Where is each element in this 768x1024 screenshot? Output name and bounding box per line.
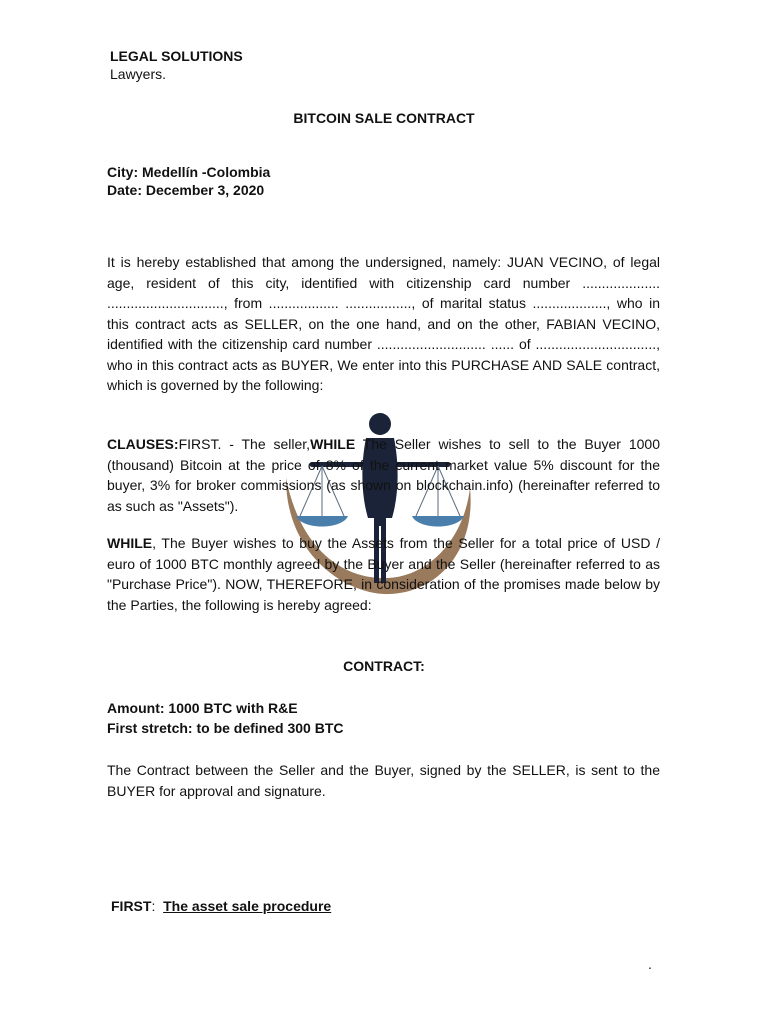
intro-paragraph: It is hereby established that among the undersigned, namely: JUAN VECINO, of legal age, resident of this city, identified with citizenship card number .................... .............................., from .................. ................., of marital status ..................., who in this contract acts as SELLER, on the one hand, and on the other, FABIAN VECINO, identified with the citizenship card number ............................ ...... of ..............................., who in this contract acts as BUYER, We enter into this PURCHASE AND SALE contract, which is governed by the following: xyxy=(107,254,660,393)
first-section-separator: : xyxy=(151,898,156,914)
contract-heading: CONTRACT: xyxy=(343,658,425,674)
while-label: WHILE xyxy=(107,535,153,551)
clauses-paragraph xyxy=(107,434,660,516)
date-line: Date: December 3, 2020 xyxy=(107,182,265,198)
clauses-first-prefix: FIRST. - The seller, xyxy=(178,436,311,452)
first-stretch-line: First stretch: to be defined 300 BTC xyxy=(107,720,344,736)
first-section-label: FIRST xyxy=(111,898,152,914)
clauses-while-label: WHILE xyxy=(310,436,356,452)
clauses-first-rest: The Seller wishes to sell to the Buyer 1000 (thousand) Bitcoin at the price of 8% of the current market value 5% discount for the buyer, 3% for broker commissions (as shown on blockchain.info) (hereinafter referred to as such as "Assets"). xyxy=(107,436,660,514)
while-text: , The Buyer wishes to buy the Assets from the Seller for a total price of USD / euro of 1000 BTC monthly agreed by the Buyer and the Seller (hereinafter referred to as "Purchase Price"). NOW, THEREFORE, in consideration of the promises made below by the Parties, the following is hereby agreed: xyxy=(107,535,660,613)
first-section-title: The asset sale procedure xyxy=(163,898,332,914)
clauses-label: CLAUSES: xyxy=(107,436,179,452)
while-paragraph xyxy=(107,533,660,615)
city-line: City: Medellín -Colombia xyxy=(107,164,271,180)
amount-line: Amount: 1000 BTC with R&E xyxy=(107,700,298,716)
page-mark: . xyxy=(648,956,652,972)
first-section-heading xyxy=(111,896,331,917)
firm-tagline: Lawyers. xyxy=(110,66,167,82)
contract-title: BITCOIN SALE CONTRACT xyxy=(293,110,475,126)
firm-name: LEGAL SOLUTIONS xyxy=(110,48,243,64)
approval-paragraph: The Contract between the Seller and the Buyer, signed by the SELLER, is sent to the BUYER for approval and signature. xyxy=(107,762,660,799)
